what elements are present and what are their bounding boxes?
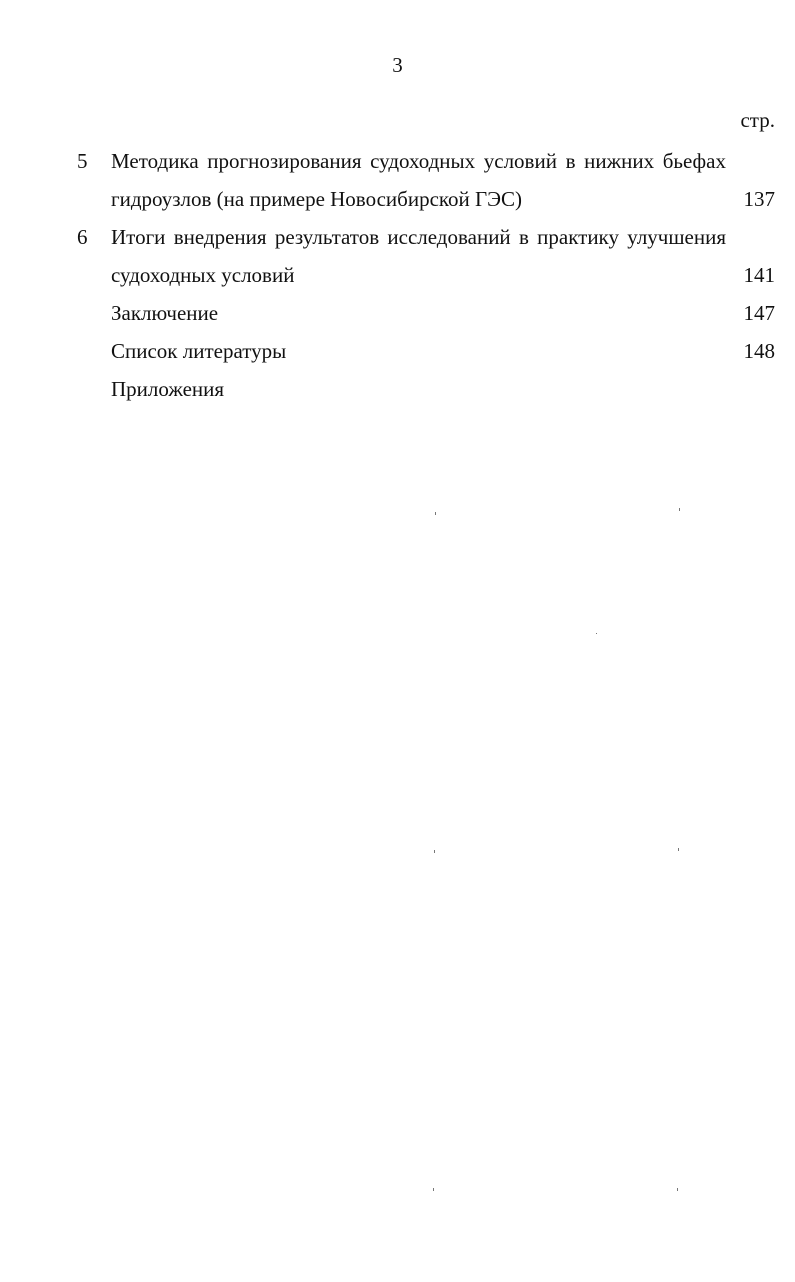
scan-speck	[435, 512, 436, 515]
toc-entry-line: Итоги внедрения результатов исследований в практику улучшения	[111, 225, 726, 249]
toc-entry-title	[111, 332, 726, 370]
toc-entry-number: 5	[77, 149, 88, 173]
toc-entry-line: Приложения	[111, 377, 225, 401]
toc-entry-title	[111, 294, 726, 332]
toc-entry-title	[111, 370, 726, 408]
scan-speck	[678, 848, 679, 851]
pages-column-header: стр.	[740, 108, 775, 132]
page-number: 3	[392, 53, 403, 77]
toc-entry-page: 141	[743, 263, 775, 287]
toc-entry-appendices	[0, 370, 795, 408]
toc-entry-page: 137	[743, 187, 775, 211]
toc-entry-6	[0, 218, 795, 294]
toc-entry-line: судоходных условий	[111, 263, 295, 287]
scan-speck	[679, 508, 680, 511]
toc-entry-page: 148	[743, 339, 775, 363]
scan-speck	[433, 1188, 434, 1191]
toc-entry-line: Список литературы	[111, 339, 287, 363]
toc-entry-references	[0, 332, 795, 370]
toc-entry-page: 147	[743, 301, 775, 325]
toc-entry-conclusion	[0, 294, 795, 332]
scan-speck	[434, 850, 435, 853]
toc-entry-title	[111, 218, 726, 294]
table-of-contents	[0, 142, 795, 408]
scan-speck	[677, 1188, 678, 1191]
toc-entry-line: Заключение	[111, 301, 219, 325]
toc-entry-line: Методика прогнозирования судоходных условий в нижних бьефах	[111, 149, 726, 173]
scan-speck	[596, 633, 597, 634]
toc-entry-5	[0, 142, 795, 218]
toc-entry-number: 6	[77, 225, 88, 249]
toc-entry-line: гидроузлов (на примере Новосибирской ГЭС)	[111, 187, 523, 211]
toc-entry-title	[111, 142, 726, 218]
